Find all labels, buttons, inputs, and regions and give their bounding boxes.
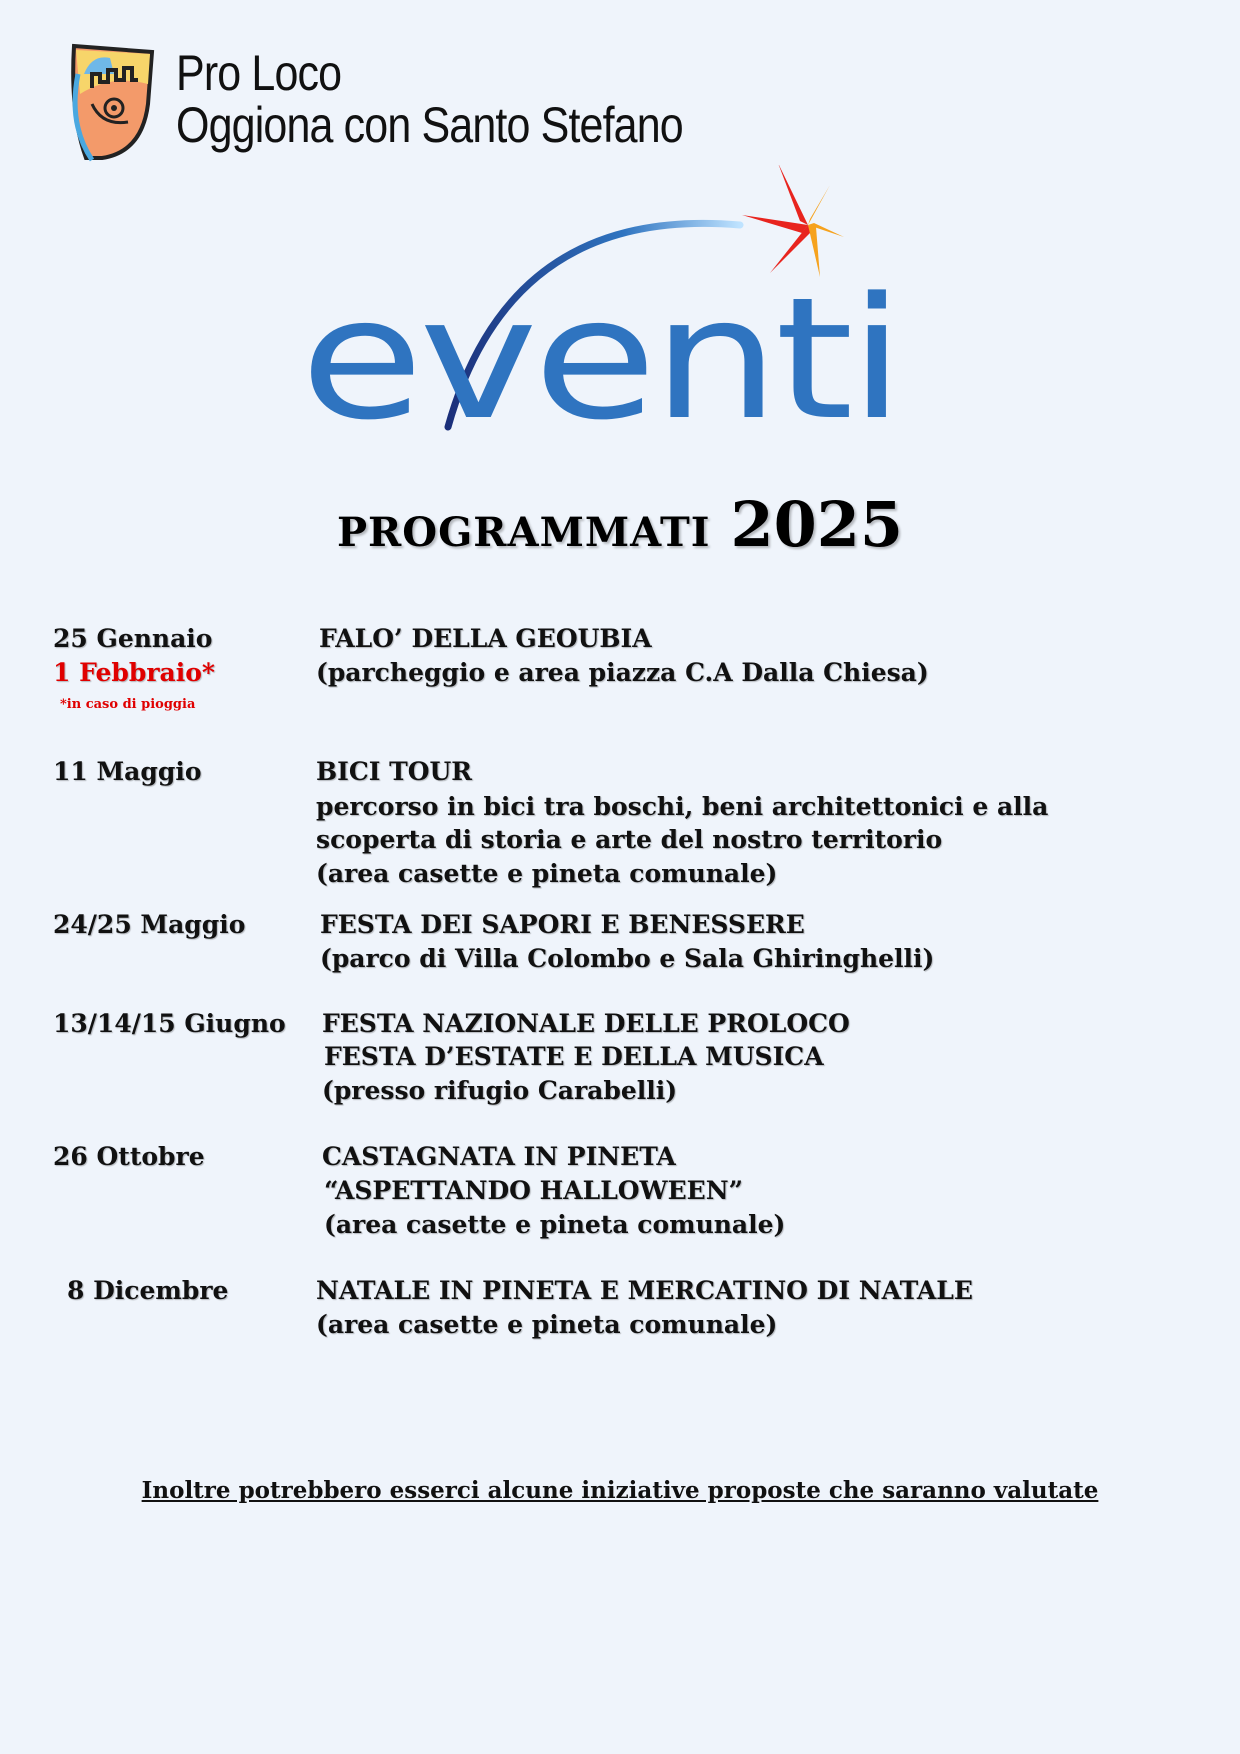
- event-date: 24/25 Maggio: [53, 910, 246, 939]
- event-location: (presso rifugio Carabelli): [322, 1076, 678, 1105]
- event-subtitle: “ASPETTANDO HALLOWEEN”: [324, 1176, 743, 1205]
- event-title: NATALE IN PINETA E MERCATINO DI NATALE: [316, 1276, 973, 1305]
- event-date: 13/14/15 Giugno: [53, 1009, 286, 1038]
- event-title: FALO’ DELLA GEOUBIA: [319, 624, 652, 653]
- event-title: FESTA DEI SAPORI E BENESSERE: [320, 910, 805, 939]
- pro-loco-logo-icon: [62, 34, 162, 164]
- footer-note: Inoltre potrebbero esserci alcune iniziative proposte che saranno valutate: [141, 1477, 1099, 1504]
- title-word: PROGRAMMATI: [336, 509, 711, 556]
- event-location: (parco di Villa Colombo e Sala Ghiringhelli): [320, 944, 935, 973]
- event-date: 25 Gennaio: [53, 624, 213, 653]
- event-location: (area casette e pineta comunale): [316, 1310, 778, 1339]
- org-name-line2: Oggiona con Santo Stefano: [176, 97, 683, 153]
- event-date: 11 Maggio: [53, 757, 202, 786]
- page-title: [0, 488, 1240, 561]
- title-year: 2025: [730, 488, 904, 561]
- eventi-logo: [300, 165, 900, 455]
- event-location: (area casette e pineta comunale): [316, 859, 778, 888]
- event-date-note: *in caso di pioggia: [60, 697, 196, 712]
- event-date: 8 Dicembre: [67, 1276, 229, 1305]
- event-date: 26 Ottobre: [53, 1142, 205, 1171]
- event-title: FESTA NAZIONALE DELLE PROLOCO: [322, 1009, 850, 1038]
- event-title: FESTA D’ESTATE E DELLA MUSICA: [324, 1042, 824, 1071]
- event-location: (parcheggio e area piazza C.A Dalla Chiesa): [316, 658, 929, 687]
- eventi-wordmark: eventi: [300, 261, 900, 455]
- event-description: percorso in bici tra boschi, beni architettonici e alla: [316, 792, 1049, 821]
- event-description: scoperta di storia e arte del nostro territorio: [316, 825, 943, 854]
- event-date-alt: 1 Febbraio*: [53, 658, 215, 687]
- event-title: BICI TOUR: [316, 757, 473, 786]
- event-title: CASTAGNATA IN PINETA: [322, 1142, 676, 1171]
- org-name-line1: Pro Loco: [176, 45, 342, 101]
- event-location: (area casette e pineta comunale): [324, 1210, 786, 1239]
